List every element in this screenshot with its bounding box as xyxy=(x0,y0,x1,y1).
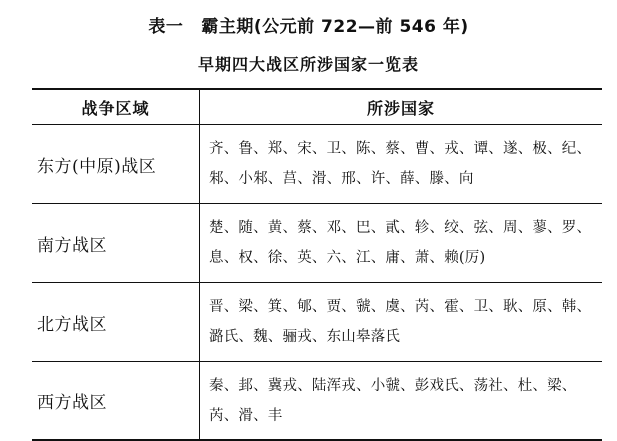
table-row xyxy=(32,125,602,204)
table-number: 表一 xyxy=(148,17,184,37)
table-row xyxy=(32,283,602,362)
table-title-text: 霸主期(公元前 722—前 546 年) xyxy=(201,17,469,37)
states-cell xyxy=(200,283,602,361)
table-subtitle: 早期四大战区所涉国家一览表 xyxy=(197,55,419,74)
region-cell: 南方战区 xyxy=(32,204,200,282)
states-text: 秦、邽、冀戎、陆浑戎、小虢、彭戏氏、荡社、杜、梁、芮、滑、丰 xyxy=(209,377,577,424)
states-cell xyxy=(200,362,602,439)
table-row xyxy=(32,204,602,283)
table-row xyxy=(32,362,602,439)
war-regions-table xyxy=(32,88,602,441)
states-text: 晋、梁、箕、郇、贾、虢、虞、芮、霍、卫、耿、原、韩、潞氏、魏、骊戎、东山皋落氏 xyxy=(209,299,592,345)
header-war-region: 战争区域 xyxy=(32,90,200,124)
states-cell xyxy=(200,204,602,282)
table-header-row xyxy=(32,90,602,125)
region-cell: 西方战区 xyxy=(32,362,200,439)
region-cell: 北方战区 xyxy=(32,283,200,361)
states-text: 楚、随、黄、蔡、邓、巴、貳、轸、绞、弦、周、蓼、罗、息、权、徐、英、六、江、庸、萧、赖(厉) xyxy=(209,220,592,266)
table-title xyxy=(0,12,617,37)
header-states-involved: 所涉国家 xyxy=(366,98,435,118)
states-cell xyxy=(200,125,602,203)
states-text: 齐、鲁、郑、宋、卫、陈、蔡、曹、戎、谭、遂、极、纪、邾、小邾、莒、滑、邢、许、薛、滕、向 xyxy=(209,141,592,187)
region-cell: 东方(中原)战区 xyxy=(32,125,200,203)
